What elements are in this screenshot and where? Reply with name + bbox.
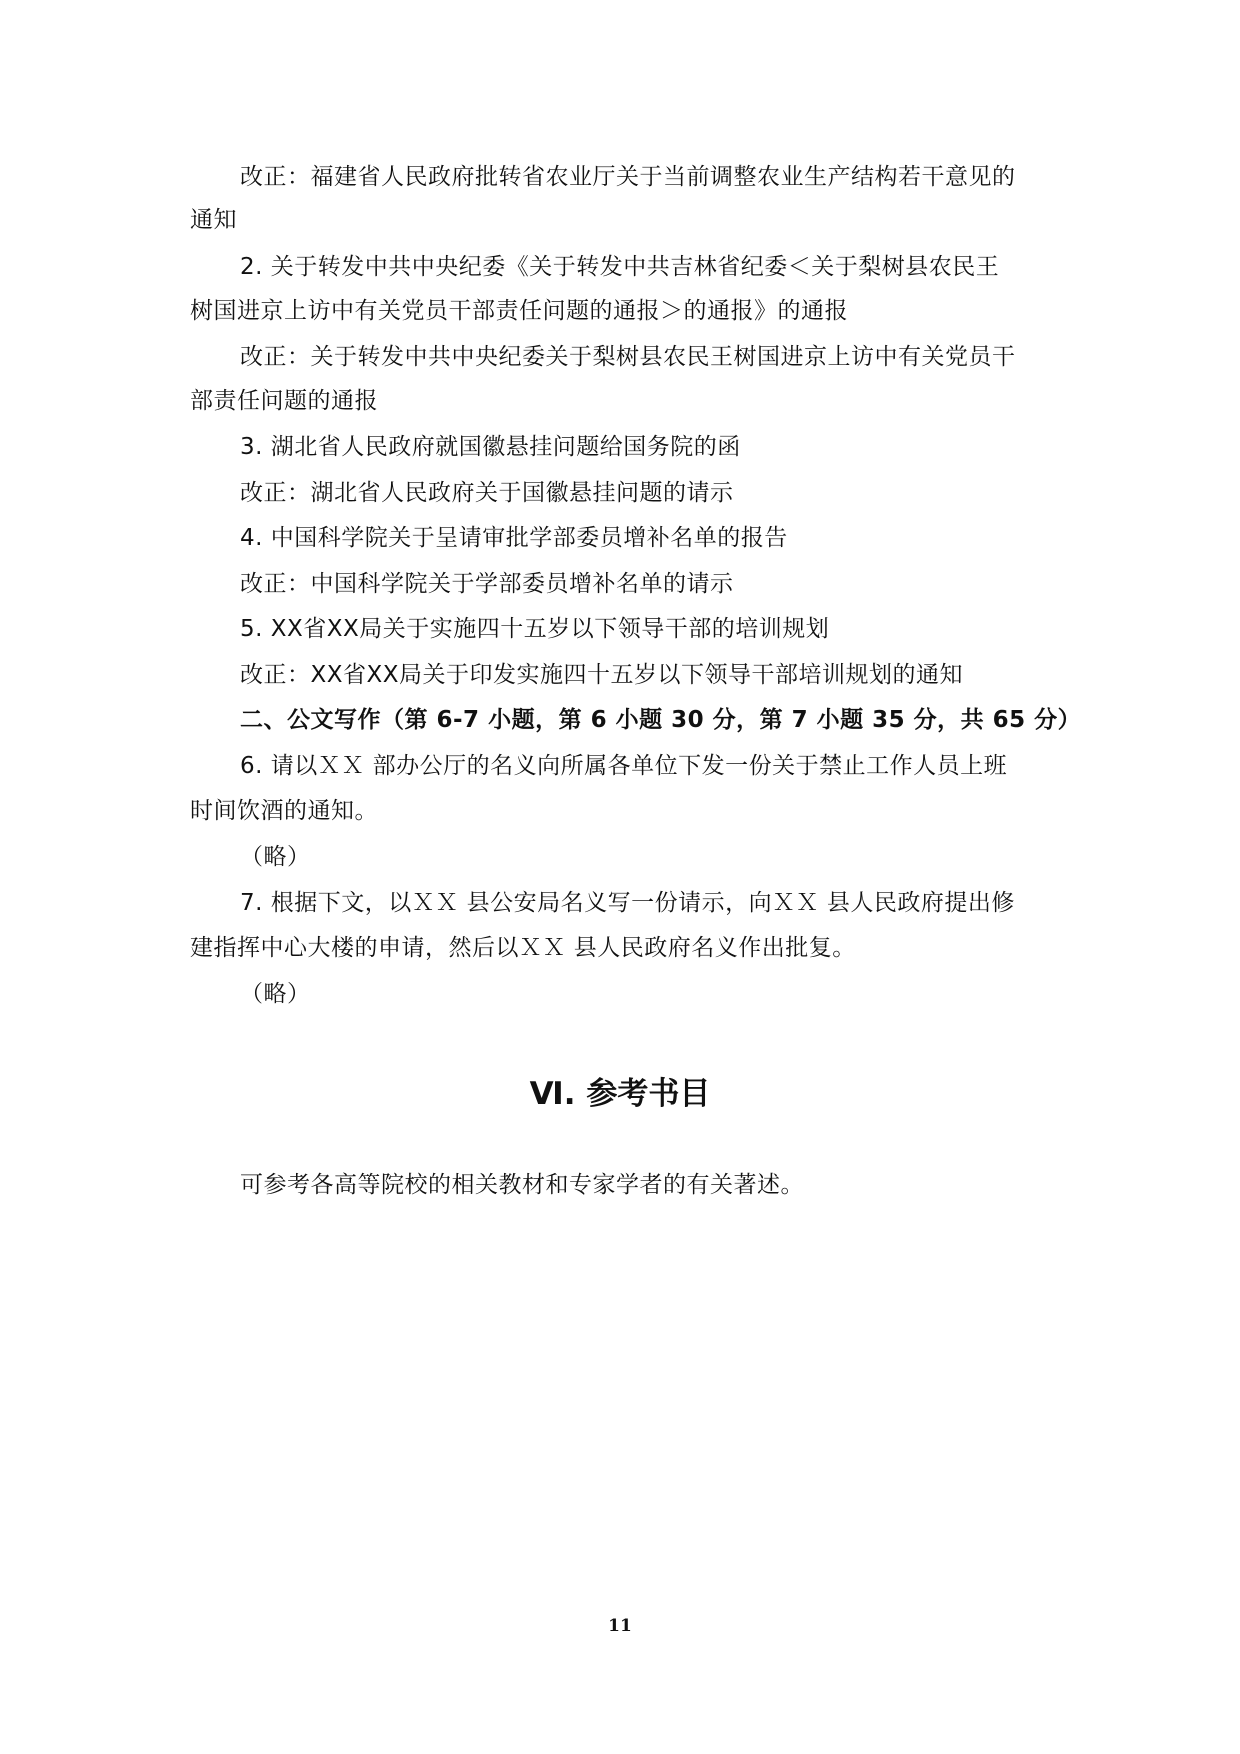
answer-6-omitted: （略）: [240, 844, 311, 870]
section-two-heading: 二、公文写作（第 6-7 小题，第 6 小题 30 分，第 7 小题 35 分，共 65 分）: [240, 707, 1082, 733]
correction-2-continued: 部责任问题的通报: [190, 388, 378, 414]
correction-2: 改正：关于转发中共中央纪委关于梨树县农民王树国进京上访中有关党员干: [240, 344, 1016, 370]
item-2: 2. 关于转发中共中央纪委《关于转发中共吉林省纪委＜关于梨树县农民王: [240, 254, 1000, 280]
item-2-continued: 树国进京上访中有关党员干部责任问题的通报＞的通报》的通报: [190, 298, 848, 324]
page-number: 11: [608, 1616, 632, 1636]
answer-7-omitted: （略）: [240, 981, 311, 1007]
question-7-continued: 建指挥中心大楼的申请，然后以ＸＸ 县人民政府名义作出批复。: [190, 935, 856, 961]
correction-4: 改正：中国科学院关于学部委员增补名单的请示: [240, 571, 734, 597]
references-heading: Ⅵ. 参考书目: [529, 1076, 711, 1112]
item-5: 5. XX省XX局关于实施四十五岁以下领导干部的培训规划: [240, 616, 830, 642]
references-text: 可参考各高等院校的相关教材和专家学者的有关著述。: [240, 1172, 804, 1198]
correction-line-1: 改正：福建省人民政府批转省农业厅关于当前调整农业生产结构若干意见的: [240, 164, 1016, 190]
item-4: 4. 中国科学院关于呈请审批学部委员增补名单的报告: [240, 525, 788, 551]
correction-line-1-continued: 通知: [190, 207, 237, 233]
question-6-continued: 时间饮酒的通知。: [190, 798, 378, 824]
correction-3: 改正：湖北省人民政府关于国徽悬挂问题的请示: [240, 480, 734, 506]
item-3: 3. 湖北省人民政府就国徽悬挂问题给国务院的函: [240, 434, 741, 460]
question-7: 7. 根据下文，以ＸＸ 县公安局名义写一份请示，向ＸＸ 县人民政府提出修: [240, 890, 1015, 916]
question-6: 6. 请以ＸＸ 部办公厅的名义向所属各单位下发一份关于禁止工作人员上班: [240, 753, 1008, 779]
correction-5: 改正：XX省XX局关于印发实施四十五岁以下领导干部培训规划的通知: [240, 662, 964, 688]
